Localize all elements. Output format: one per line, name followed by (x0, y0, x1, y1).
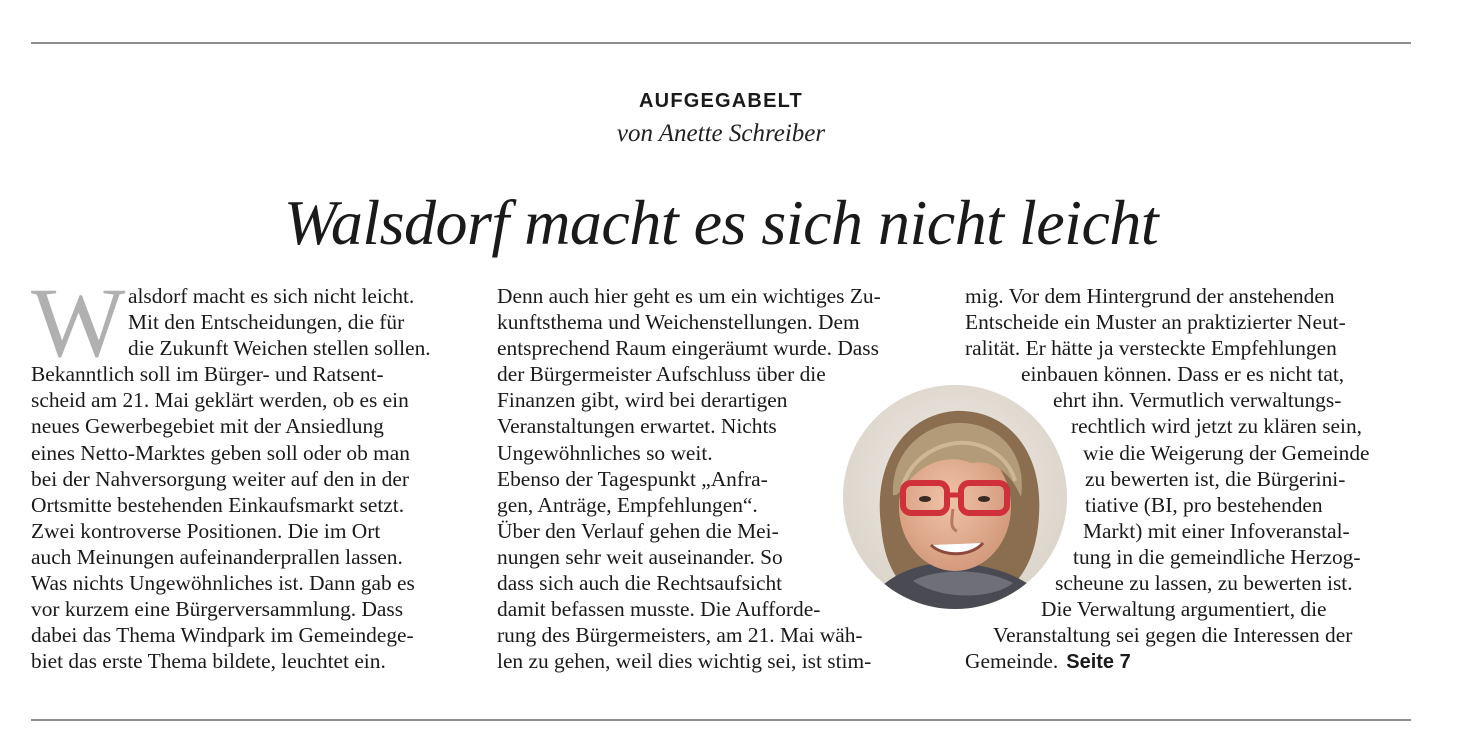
text-line: der Bürgermeister Aufschluss über die (497, 362, 826, 387)
text-line: tiative (BI, pro bestehenden (1085, 492, 1323, 517)
text-line: rechtlich wird jetzt zu klären sein, (1071, 414, 1363, 439)
text-line: Bekanntlich soll im Bürger- und Ratsent- (31, 362, 384, 387)
text-line: biet das erste Thema bildete, leuchtet ein. (31, 649, 386, 674)
text-line (965, 648, 1415, 674)
text-line: Was nichts Ungewöhnliches ist. Dann gab es (31, 571, 415, 596)
text-line: Ortsmitte bestehenden Einkaufsmarkt setzt. (31, 492, 405, 517)
text-line: Denn auch hier geht es um ein wichtiges Zu- (497, 284, 881, 308)
author-portrait (843, 385, 1067, 609)
text-line: alsdorf macht es sich nicht leicht. (128, 284, 415, 308)
text-line: zu bewerten ist, die Bürgerini- (1085, 466, 1346, 491)
text-line: ralität. Er hätte ja versteckte Empfehlungen (965, 336, 1337, 361)
text-line: rung des Bürgermeisters, am 21. Mai wäh- (497, 623, 863, 648)
page-reference: Seite 7 (1066, 651, 1131, 674)
text-line: vor kurzem eine Bürgerversammlung. Dass (31, 597, 404, 622)
article-column-1 (31, 267, 471, 674)
text-line: Entscheide ein Muster an praktizierter Neut- (965, 310, 1346, 335)
text-line: kunftsthema und Weichenstellungen. Dem (497, 310, 860, 335)
text-line: dass sich auch die Rechtsaufsicht (497, 571, 783, 596)
text-line: Die Verwaltung argumentiert, die (1041, 597, 1327, 622)
drop-cap: W (31, 267, 126, 378)
text-line: Zwei kontroverse Positionen. Die im Ort (31, 518, 381, 543)
text-line: die Zukunft Weichen stellen sollen. (128, 336, 431, 361)
text-line: bei der Nahversorgung weiter auf den in der (31, 466, 409, 491)
text-line: len zu gehen, weil dies wichtig sei, ist stim- (497, 649, 872, 674)
text-line: Ebenso der Tagespunkt „Anfra- (497, 466, 768, 491)
text-line: Markt) mit einer Infoveranstal- (1083, 518, 1350, 543)
top-rule (31, 42, 1411, 44)
text-line: Veranstaltung sei gegen die Interessen der (993, 623, 1353, 648)
text-line: dabei das Thema Windpark im Gemeindege- (31, 623, 414, 648)
text-line: damit befassen musste. Die Aufforde- (497, 597, 821, 622)
text-line: wie die Weigerung der Gemeinde (1083, 440, 1370, 465)
text-line: tung in die gemeindliche Herzog- (1073, 544, 1361, 569)
portrait-illustration (843, 385, 1067, 609)
text-line-end: Gemeinde. (965, 649, 1059, 674)
text-line: einbauen können. Dass er es nicht tat, (1021, 362, 1345, 387)
text-line: entsprechend Raum eingeräumt wurde. Dass (497, 336, 879, 361)
text-line: scheune zu lassen, zu bewerten ist. (1055, 571, 1353, 596)
text-line: Mit den Entscheidungen, die für (128, 310, 405, 335)
text-line: mig. Vor dem Hintergrund der anstehenden (965, 284, 1335, 308)
text-line: ehrt ihn. Vermutlich verwaltungs- (1053, 388, 1342, 413)
text-line: scheid am 21. Mai geklärt werden, ob es ein (31, 388, 409, 413)
text-line: auch Meinungen aufeinanderprallen lassen. (31, 544, 403, 569)
text-line: Veranstaltungen erwartet. Nichts (497, 414, 777, 439)
section-kicker: AUFGEGABELT (639, 90, 803, 112)
text-line: nungen sehr weit auseinander. So (497, 544, 783, 569)
author-byline: von Anette Schreiber (616, 120, 826, 147)
text-line: Finanzen gibt, wird bei derartigen (497, 388, 788, 413)
text-line: eines Netto-Marktes geben soll oder ob man (31, 440, 410, 465)
text-line: Ungewöhnliches so weit. (497, 440, 713, 465)
bottom-rule (31, 719, 1411, 721)
text-line: gen, Anträge, Empfehlungen“. (497, 492, 758, 517)
text-line: Über den Verlauf gehen die Mei- (497, 518, 779, 543)
text-line: neues Gewerbegebiet mit der Ansiedlung (31, 414, 384, 439)
article-headline: Walsdorf macht es sich nicht leicht (283, 187, 1159, 258)
